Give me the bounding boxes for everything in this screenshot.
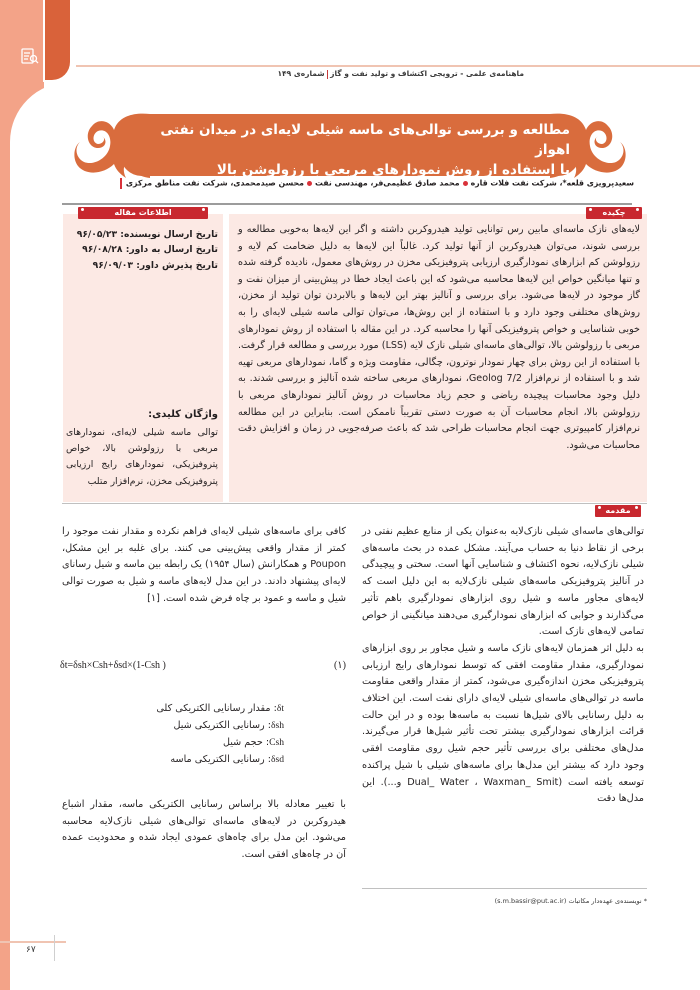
header-separator [327,70,329,79]
equation-number: (۱) [333,660,346,671]
author-2: محمد صادق عظیمی‌فر، مهندسی نفت [314,178,460,188]
abstract-top-rule [62,203,632,205]
intro-paragraph-1: توالی‌های ماسه‌ای شیلی نازک‌لایه به‌عنوان یکی از منابع عظیم نفتی در برخی از نقاط دنیا به حساب می‌آیند. مشکل عمده در بحث ماسه‌های شیلی نازک‌لایه، نحوه اکتشاف و شناسایی آنها است. سختی و پیچیدگی در آنالیز پتروفیزیکی ماسه‌های شیلی نازک‌لایه به این دلیل است که لایه‌های مجاور ماسه و شیل روی ابزارهای نمودارگیری باهم تأثیر می‌گذارند و جوابی که ابزارهای نمودارگیری می‌دهند میانگینی از خواص تمامی لایه‌های نازک است. [362,526,644,638]
author-bullet [463,181,468,186]
keywords-text: توالی ماسه شیلی لایه‌ای، نمودارهای مربعی با رزولوشن بالا، خواص پتروفیزیکی، نمودارهای رایج ارزیابی پتروفیزیکی مخزن، نرم‌افزار متلب [66,427,218,487]
footnote-rule [362,888,647,889]
abstract-tag: چکیده [586,207,642,219]
article-dates [66,227,218,273]
title-line-1: مطالعه و بررسی توالی‌های ماسه شیلی لایه‌ای در میدان نفتی اهواز [160,122,570,158]
journal-name: ماهنامه‌ی علمی - ترویجی اکتشاف و تولید نفت و گاز [330,69,524,78]
definition-row: Csh: حجم شیل [223,737,284,748]
intro-rule [62,503,647,504]
left-column-paragraph-2: با تغییر معادله بالا براساس رسانایی الکتریکی ماسه، مقدار اشباع هیدروکربن در لایه‌های ماسه‌ای توالی‌های شیلی نازک‌لایه محاسبه می‌شود. این مدل برای چاه‌های عمودی ایجاد شده و محدودیت عمده آن در چاه‌های افقی است. [62,799,346,861]
page-number: ۶۷ [26,945,36,955]
footer-separator [54,935,55,961]
keywords-heading: واژگان کلیدی: [148,409,218,420]
equation-definitions [62,700,284,768]
title-banner [70,108,630,184]
date-row-submitted: تاریخ ارسال نویسنده: ۹۶/۰۵/۲۳ [76,229,218,240]
equation-formula: δt=δsh×Csh+δsd×(1-Csh ) [60,660,166,671]
side-strip-dark [44,0,70,80]
abstract-text: لایه‌های نازک ماسه‌ای مابین رس توانایی تولید هیدروکربن داشته و اگر این لایه‌ها به‌خوبی مطالعه و بررسی شوند، می‌توان هیدروکربن از آنها تولید کرد. غالباً این لایه‌ها به دلیل ضخامت کم لایه و رزولوشن کم ابزارهای نمودارگیری ارزیابی پتروفیزیکی مخزن در روش‌های معمول، نادیده گرفته شده و تنها میانگین خواص این لایه‌ها محاسبه می‌شود که این باعث ایجاد خطا در پیش‌بینی از میزان نفت و گاز موجود در لایه‌ها می‌شود. برای بررسی و آنالیز بهتر این لایه‌ها و بالابردن توان تولید از مخزن، روش‌های مختلفی وجود دارد و با استفاده از این روش‌ها، می‌توان توالی ماسه شیلی لایه‌ای را به خوبی شناسایی و خواص پتروفیزیکی آنها را محاسبه کرد. در این مقاله با استفاده از روش نمودارهای مربعی با رزولوشن بالا، توالی‌های ماسه‌ای شیلی نازک لایه (LSS) مورد بررسی و مطالعه قرار گرفت. با استفاده از این روش برای چهار نمودار نوترون، چگالی، مقاومت ویژه و گاما، نمودارهای مربعی تهیه شد و با استفاده از نرم‌افزار Geolog 7/2، نمودارهای مربعی ساخته شده آنالیز و بررسی شدند. به دلیل وجود محاسبات پیچیده ریاضی و حجم زیاد محاسبات در روش آنالیز نمودارهای مربعی با رزولوشن بالا، انجام محاسبات آن به صورت دستی تقریباً ناممکن است. بنابراین در این مطالعه نرم‌افزار کامپیوتری جهت انجام محاسبات طراحی شد که باعث صرفه‌جویی در زمان و افزایش دقت محاسبات می‌شود. [238,224,640,451]
article-title [130,120,570,180]
document-search-icon [20,46,40,66]
left-column-paragraph-1: کافی برای ماسه‌های شیلی لایه‌ای فراهم نکرده و مقدار نفت موجود را کمتر از مقدار واقعی پیش‌بینی می کنند. برای غلبه بر این مشکل، Poupon و همکارانش (سال ۱۹۵۴) یک رابطه بین ماسه و شیل رسانای لایه‌ای پیشنهاد دادند. در این مدل لایه‌های ماسه و شیل به صورت توالی شیل و ماسه و عمود بر چاه فرض شده است. [۱] [62,526,346,604]
title-line-2: با استفاده از روش نمودارهای مربعی با رزولوشن بالا [216,162,570,178]
side-strip-separator [43,0,45,82]
author-bullet [307,181,312,186]
author-end-bar [120,178,122,189]
equation-1 [60,660,346,676]
right-column [362,524,644,808]
journal-header [277,69,524,79]
issue-label: شماره‌ی ۱۴۹ [277,69,325,78]
date-row-sent-to-reviewer: تاریخ ارسال به داور: ۹۶/۰۸/۲۸ [82,244,218,256]
definition-row: δsh: رسانایی الکتریکی شیل [173,720,284,731]
article-info-tag: اطلاعات مقاله [78,207,208,219]
header-rule [76,65,700,67]
introduction-tag: مقدمه [595,505,641,517]
author-list [120,178,634,189]
definition-row: δsd: رسانایی الکتریکی ماسه [170,754,284,765]
footer-rule [0,941,66,943]
date-row-accepted: تاریخ پذیرش داور: ۹۶/۰۹/۰۳ [92,259,218,271]
definition-row: δt: مقدار رسانایی الکتریکی کلی [156,703,284,714]
author-3: محسن صیدمحمدی، شرکت نفت مناطق مرکزی [125,178,304,188]
author-1: سعیدپرویزی قلعه*، شرکت نفت فلات قاره [470,178,634,188]
intro-paragraph-2: به دلیل اثر همزمان لایه‌های نازک ماسه و شیل مجاور بر روی ابزارهای نمودارگیری، مقدار مقاومت افقی که توسط نمودارهای رایج ارزیابی پتروفیزیکی مخزن اندازه‌گیری می‌شود، کمتر از مقدار واقعی مقاومت ماسه در توالی‌های ماسه‌ای شیلی لایه‌ای دارای نفت است. این اختلاف به دلیل رسانایی بالای شیل‌ها نسبت به ماسه‌ها بوده و در این حالت قرائت ابزارهای نمودارگیری بیشتر تحت تأثیر شیل‌ها قرار می‌گیرند. مدل‌های مختلفی برای بررسی تأثیر حجم شیل روی مقاومت افقی وجود دارد که بیشتر این مدل‌ها برای ماسه‌های شیلی با شیل پراکنده توسعه یافته است (Dual_ Water ، Waxman_ Smit و...). این مدل‌ها دقت [362,642,644,805]
corresponding-author-footnote: * نویسنده‌ی عهده‌دار مکاتبات (s.m.bassir@put.ac.ir) [494,897,647,905]
